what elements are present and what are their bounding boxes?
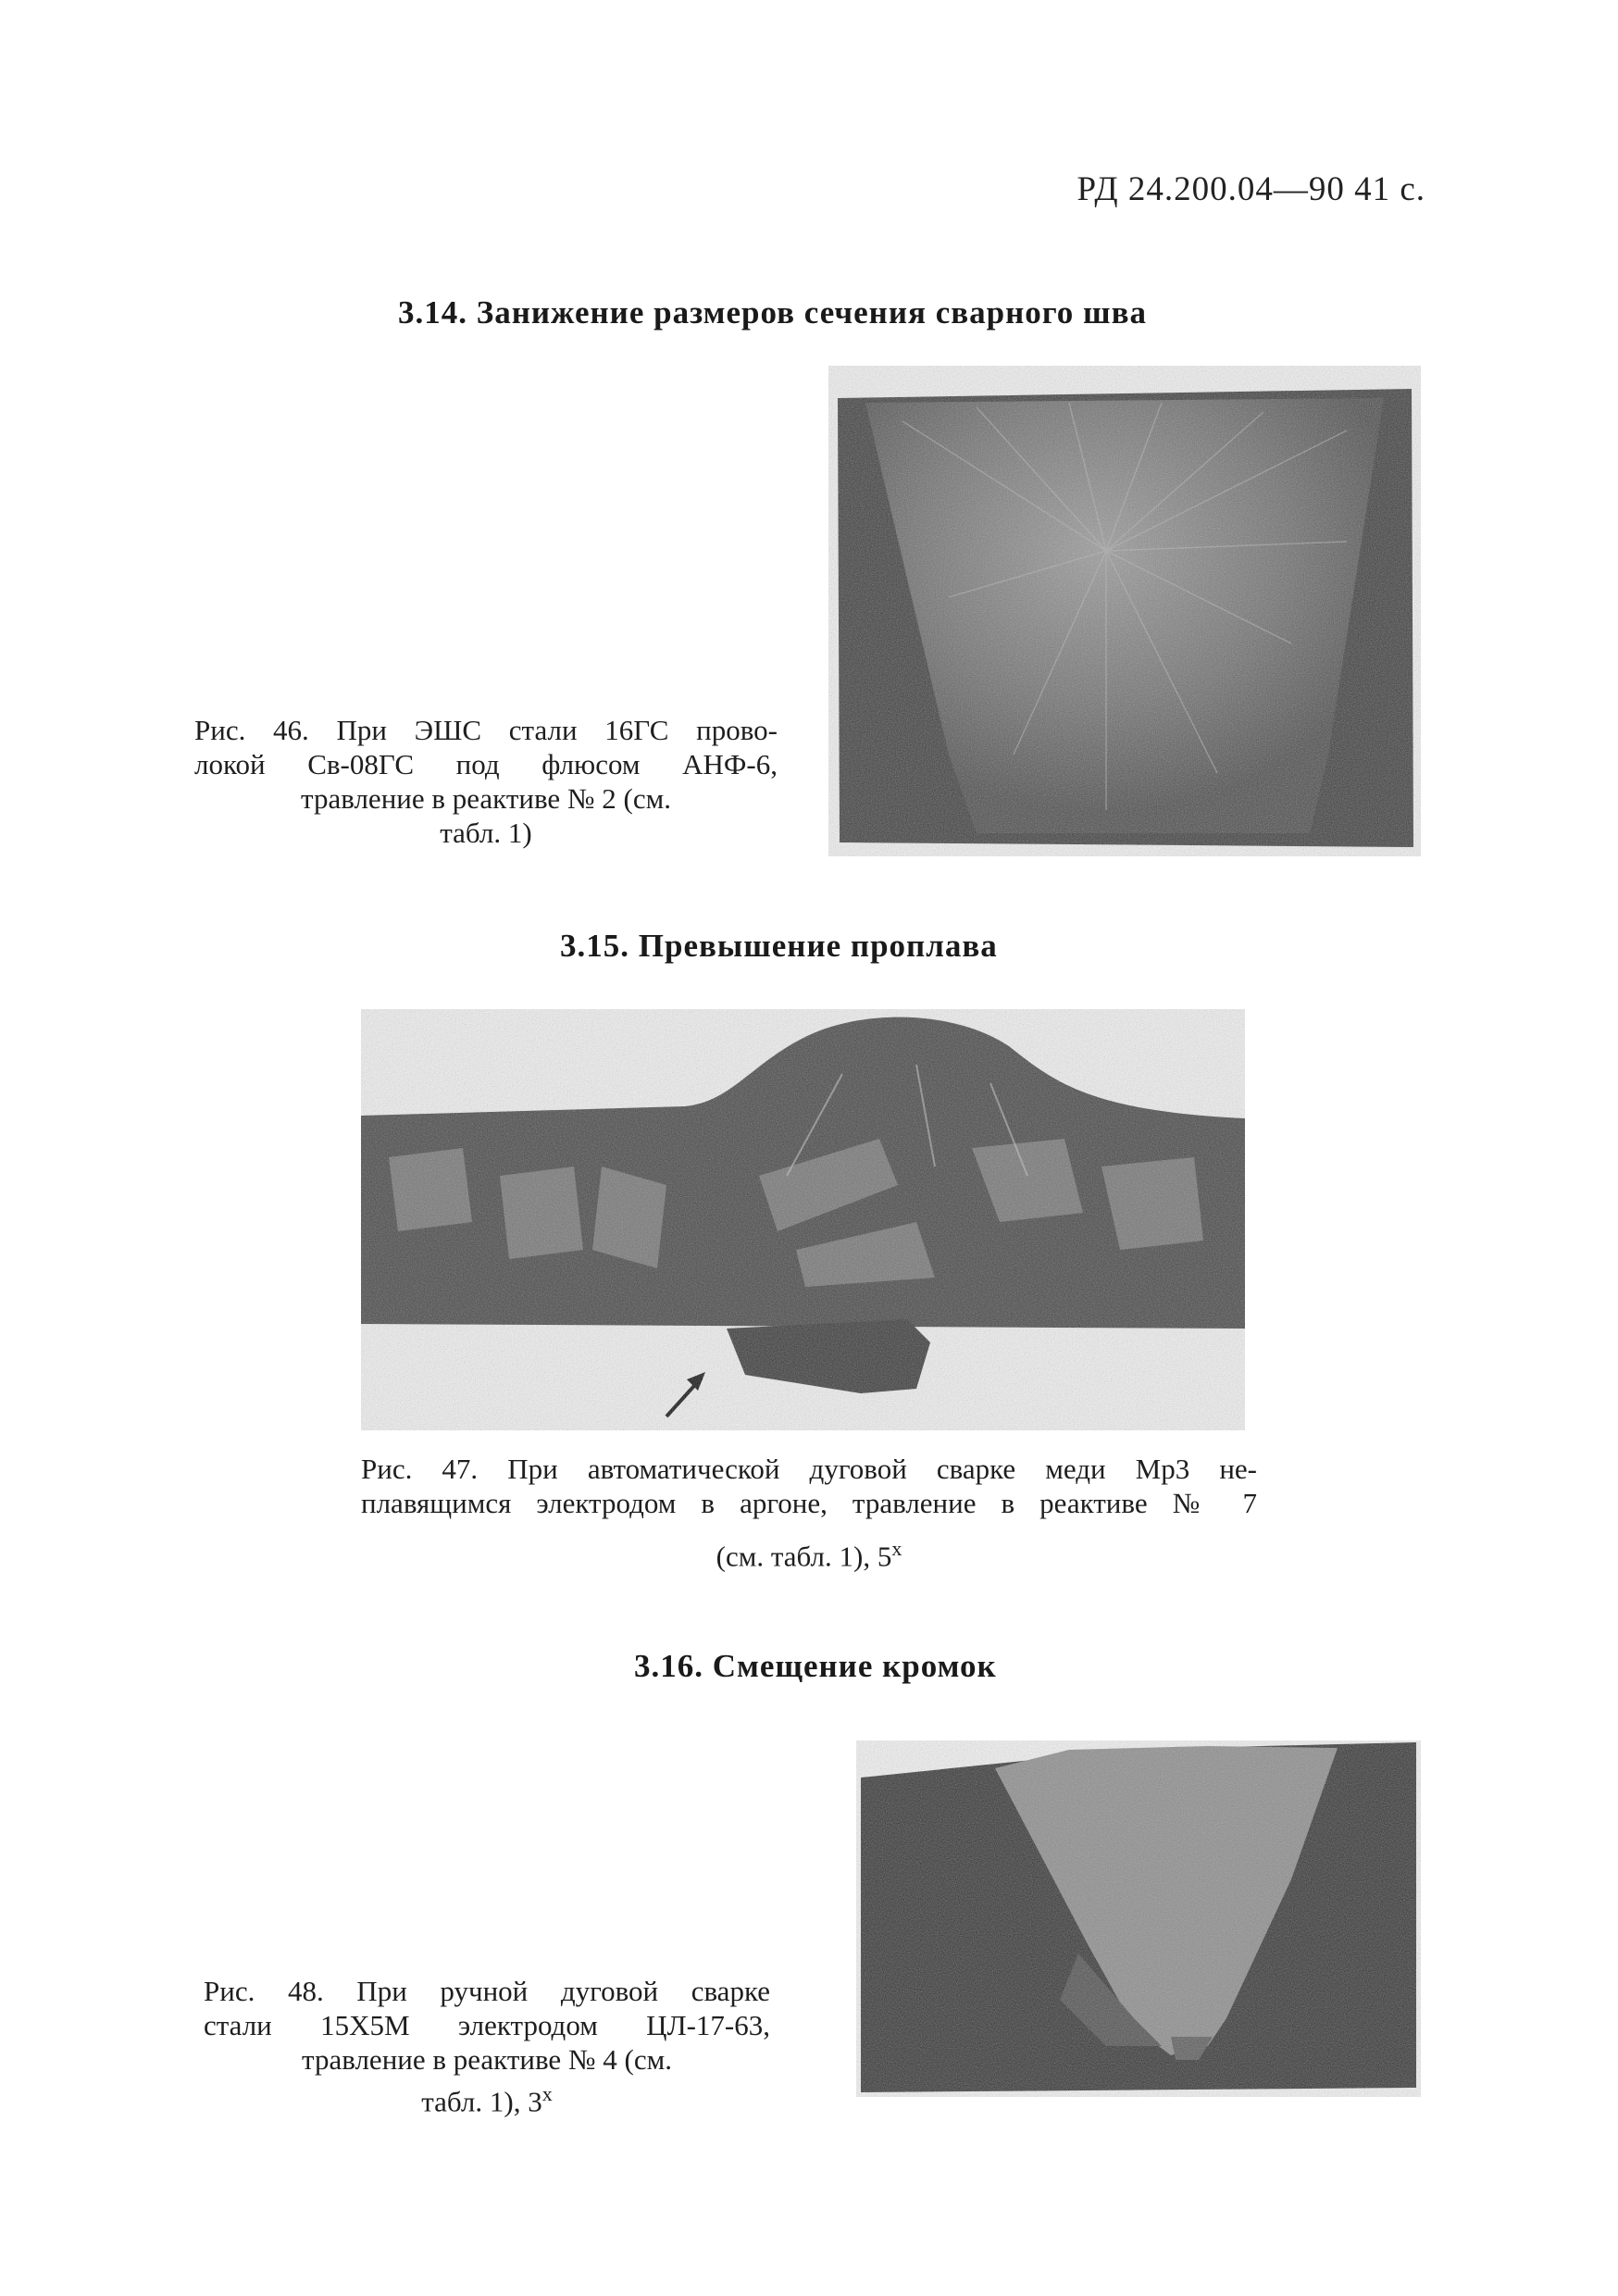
section-number: 3.15. [560,928,629,964]
macrosection-photo-fig46 [828,366,1421,856]
caption-line: травление в реактиве № 2 (см. [301,782,671,815]
section-heading: Превышение проплава [638,928,998,964]
figure-caption-46 [194,713,778,850]
section-heading: Занижение размеров сечения сварного шва [476,294,1147,331]
macrosection-photo-fig47 [361,1009,1245,1430]
caption-line: Рис. 47. При автоматической дуговой сварке меди Мр3 не- [361,1453,1257,1485]
caption-line: табл. 1) [440,817,532,849]
caption-line: Рис. 46. При ЭШС стали 16ГС прово- [194,714,778,746]
caption-line: Рис. 48. При ручной дуговой сварке [204,1975,770,2007]
caption-line: табл. 1), 3$^x$ [421,2082,553,2118]
section-heading: Смещение кромок [712,1648,997,1684]
caption-line: стали 15Х5М электродом ЦЛ-17-63, [204,2009,770,2041]
caption-line: локой Св-08ГС под флюсом АНФ-6, [194,748,778,780]
caption-line: (см. табл. 1), 5$^x$ [716,1537,902,1573]
macrosection-photo-fig48 [856,1741,1421,2097]
caption-line: травление в реактиве № 4 (см. [302,2043,672,2076]
section-title-3-14 [398,294,1147,331]
figure-caption-47 [361,1452,1257,1573]
section-title-3-15 [560,928,998,965]
magnification-superscript: x [891,1537,902,1560]
section-title-3-16 [634,1648,997,1685]
section-number: 3.16. [634,1648,703,1684]
section-number: 3.14. [398,294,467,331]
caption-line: плавящимся электродом в аргоне, травление в реактиве № 7 [361,1487,1257,1519]
magnification-superscript: x [541,2082,553,2105]
page-header: РД 24.200.04—90 41 с. [1077,170,1425,208]
figure-caption-48 [204,1974,770,2118]
